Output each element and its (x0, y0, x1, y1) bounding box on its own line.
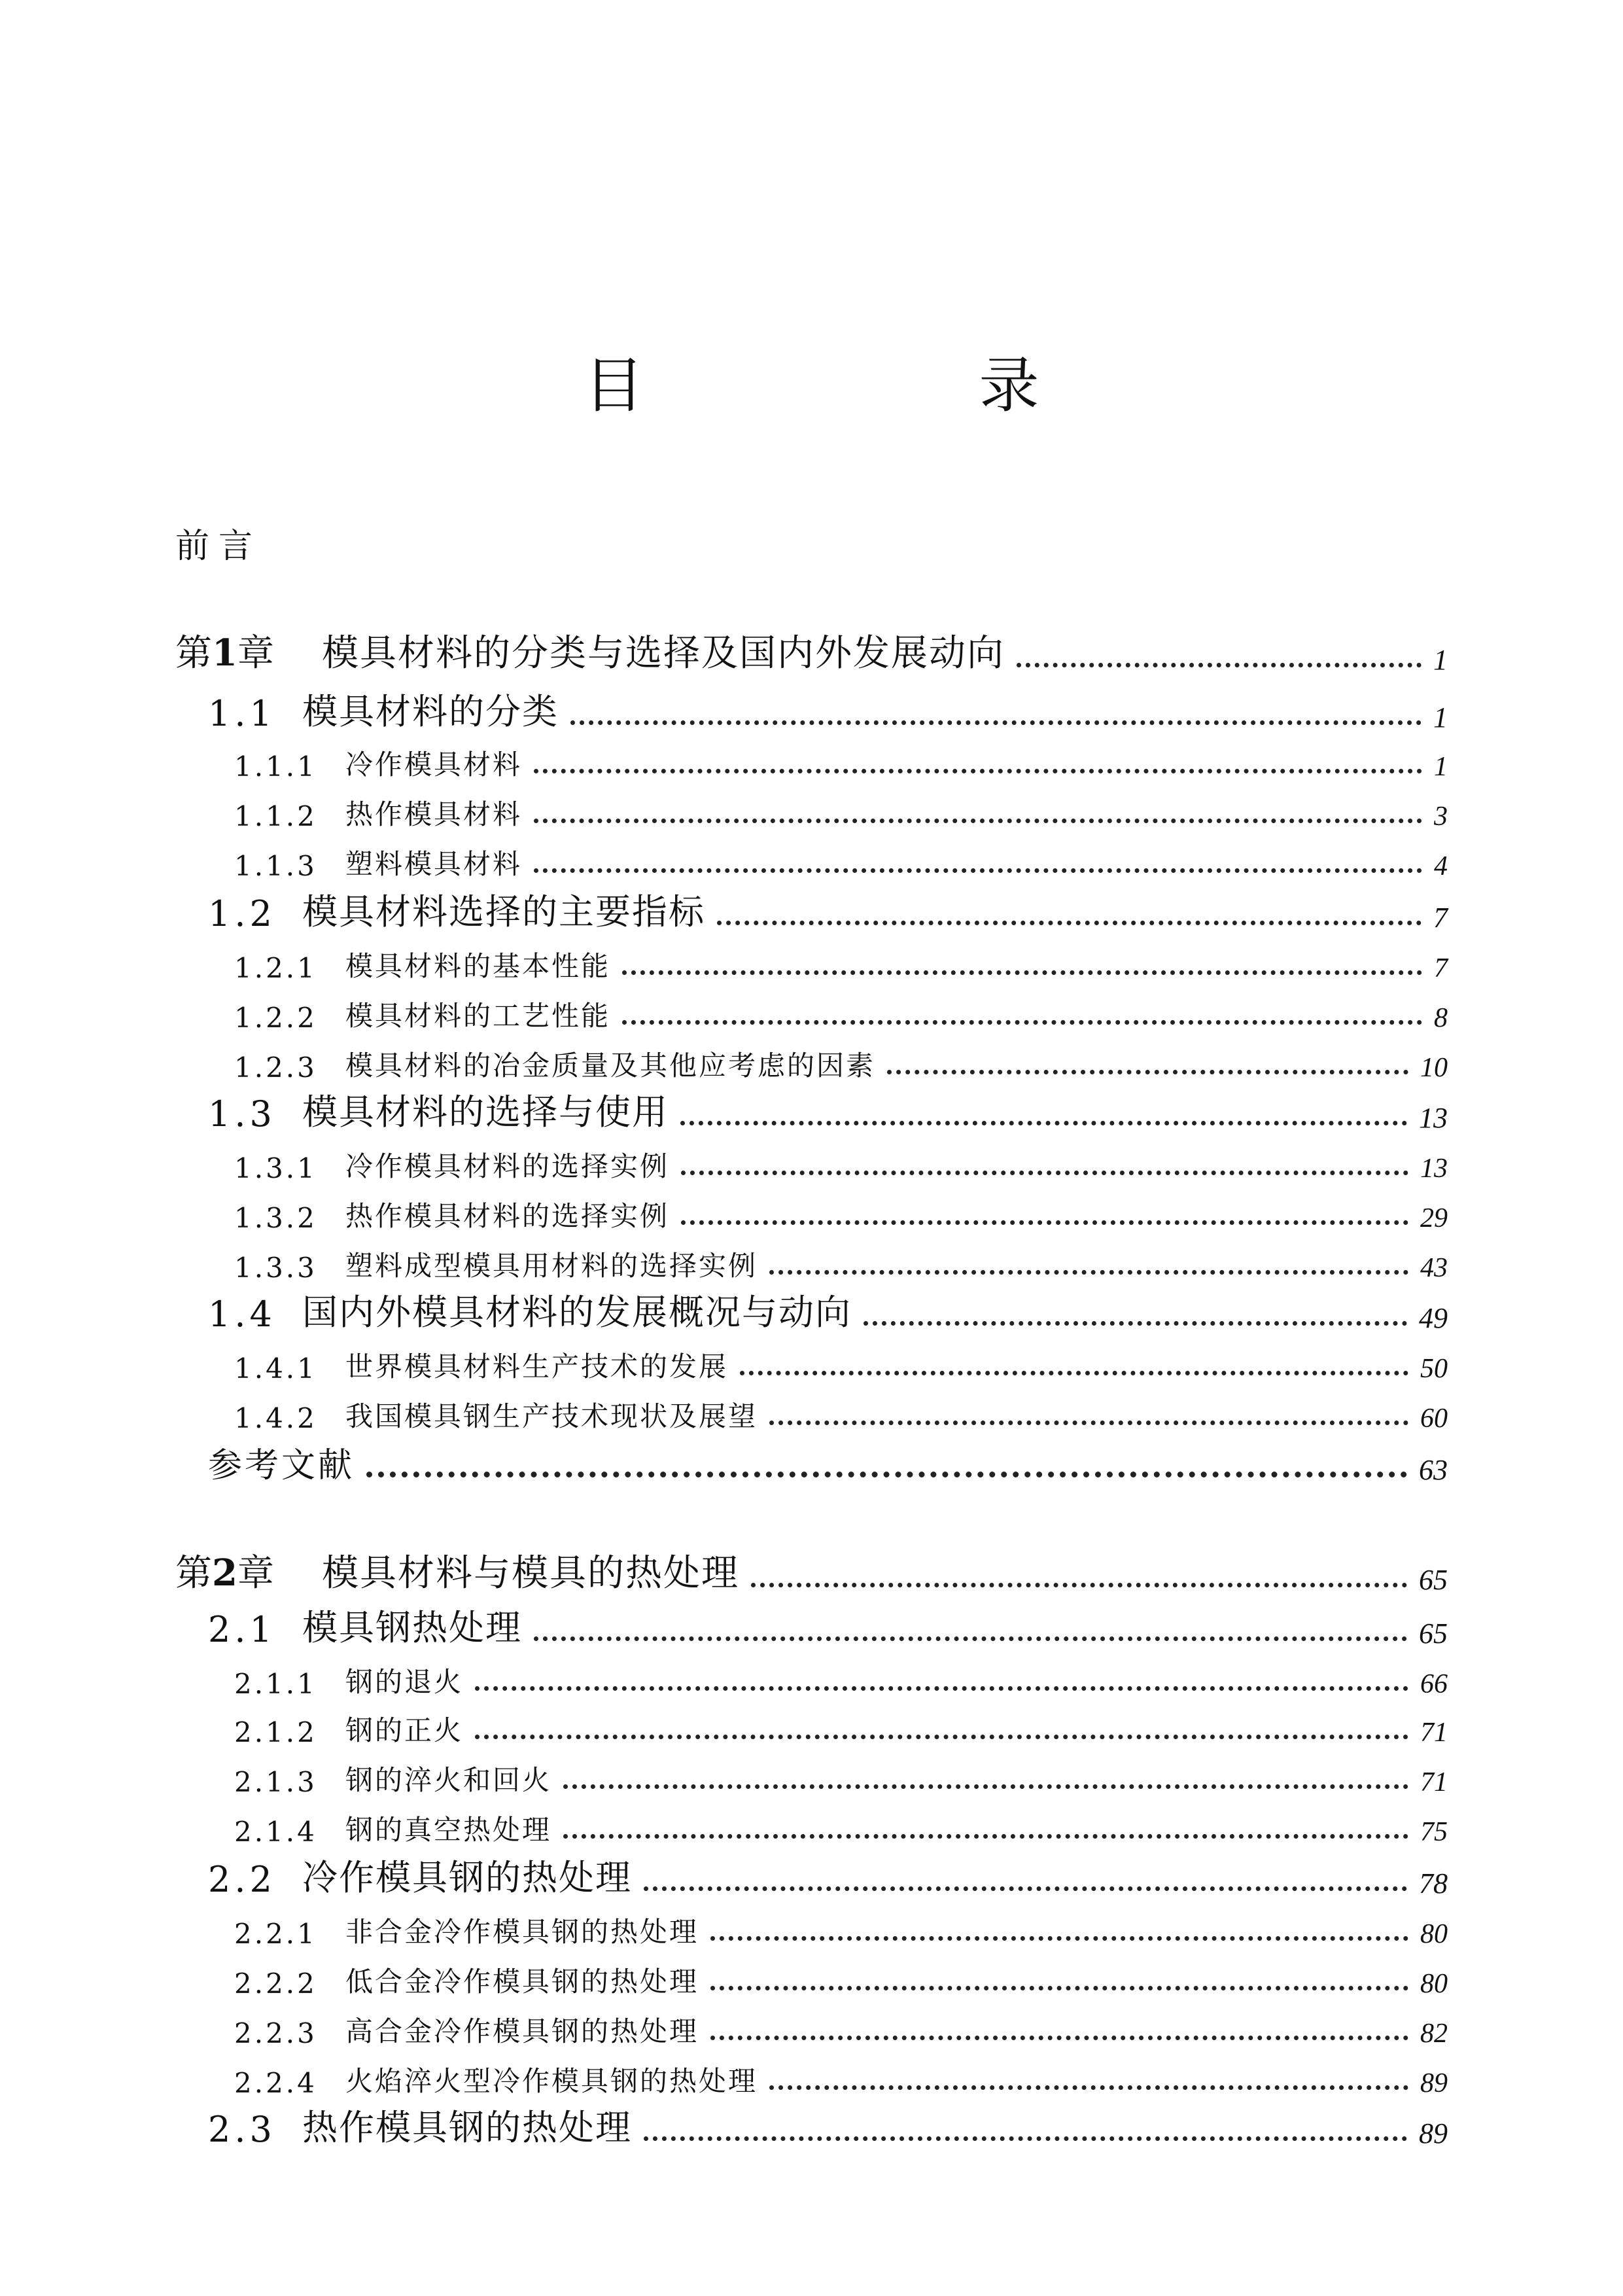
page-number: 7 (1434, 953, 1448, 983)
entry-title: 模具材料与模具的热处理 (322, 1552, 739, 1595)
toc-subsection-entry (0, 1237, 1623, 1289)
dot-leader (534, 769, 1422, 773)
entry-number: 2.1.1 (234, 1668, 317, 1700)
page-number: 66 (1420, 1669, 1448, 1699)
page-number: 65 (1419, 1564, 1448, 1596)
entry-number: 1.2.1 (234, 952, 317, 984)
page-number: 78 (1419, 1867, 1448, 1899)
toc-section-entry (0, 1087, 1623, 1140)
page-number: 43 (1420, 1253, 1448, 1283)
page-number: 60 (1420, 1404, 1448, 1434)
toc-subsection-entry (0, 987, 1623, 1039)
entry-number: 2.2.4 (234, 2067, 317, 2099)
entry-title: 模具材料的基本性能 (345, 950, 611, 982)
toc-section-entry (0, 687, 1623, 739)
entry-title: 热作模具材料 (345, 798, 523, 830)
entry-number: 1.4 (208, 1294, 276, 1335)
toc-subsection-entry (0, 1187, 1623, 1239)
entry-number: 2.1 (208, 1609, 276, 1650)
entry-number: 2.1.2 (234, 1716, 317, 1748)
entry-title: 冷作模具材料的选择实例 (345, 1150, 670, 1182)
dot-leader (563, 1784, 1408, 1789)
entry-number: 2.2 (208, 1859, 276, 1900)
dot-leader (887, 1070, 1408, 1074)
toc-subsection-entry (0, 1387, 1623, 1439)
entry-number: 1.3.2 (234, 1202, 317, 1234)
toc-section-entry (0, 1853, 1623, 1905)
dot-leader (864, 1321, 1407, 1326)
toc-subsection-entry (0, 785, 1623, 838)
toc-references-entry (0, 1439, 1623, 1492)
toc-subsection-entry (0, 2002, 1623, 2055)
page-number: 89 (1419, 2117, 1448, 2149)
toc-subsection-entry (0, 937, 1623, 989)
entry-title: 塑料成型模具用材料的选择实例 (345, 1250, 758, 1282)
dot-leader (475, 1735, 1408, 1739)
toc-subsection-entry (0, 1137, 1623, 1190)
page-number: 13 (1419, 1102, 1448, 1134)
entry-title: 模具材料的分类 (302, 691, 559, 732)
entry-number: 1.2 (208, 893, 276, 934)
entry-title: 模具材料的选择与使用 (302, 1091, 669, 1133)
dot-leader (681, 1171, 1408, 1175)
page-number: 1 (1434, 752, 1448, 782)
entry-title: 国内外模具材料的发展概况与动向 (302, 1292, 852, 1333)
dot-leader (475, 1686, 1408, 1691)
entry-title: 非合金冷作模具钢的热处理 (345, 1916, 699, 1948)
entry-number: 1.2.3 (234, 1051, 317, 1084)
entry-title: 模具材料选择的主要指标 (302, 891, 705, 932)
toc-subsection-entry (0, 2052, 1623, 2104)
entry-title: 钢的真空热处理 (345, 1814, 552, 1846)
toc-subsection-entry (0, 735, 1623, 788)
entry-number: 2.2.3 (234, 2017, 317, 2049)
dot-leader (534, 819, 1422, 823)
dot-leader (644, 1886, 1407, 1891)
dot-leader (570, 720, 1422, 725)
toc-subsection-entry (0, 1751, 1623, 1803)
dot-leader (534, 868, 1422, 873)
entry-number: 1.1.2 (234, 800, 317, 832)
toc-subsection-entry (0, 1036, 1623, 1089)
entry-number: 2.1.3 (234, 1766, 317, 1798)
page-number: 29 (1420, 1203, 1448, 1233)
entry-title: 模具材料的冶金质量及其他应考虑的因素 (345, 1050, 876, 1082)
toc-section-entry (0, 1603, 1623, 1655)
toc-subsection-entry (0, 1952, 1623, 2005)
entry-title: 模具材料的工艺性能 (345, 1000, 611, 1032)
page-title: 目 录 (584, 351, 1177, 421)
page-number: 1 (1433, 701, 1448, 733)
entry-title: 钢的退火 (345, 1666, 464, 1698)
toc-subsection-entry (0, 1701, 1623, 1754)
entry-number: 2.3 (208, 2109, 276, 2150)
page-number: 65 (1419, 1617, 1448, 1650)
entry-title: 我国模具钢生产技术现状及展望 (345, 1400, 758, 1432)
dot-leader (563, 1834, 1408, 1839)
page-number: 80 (1420, 1969, 1448, 1999)
entry-title: 参考文献 (208, 1446, 355, 1485)
dot-leader (644, 2136, 1407, 2141)
entry-number: 1.2.2 (234, 1002, 317, 1034)
page-number: 1 (1433, 644, 1448, 676)
chapter-number: 第2章 (175, 1551, 274, 1595)
dot-leader (681, 1220, 1408, 1225)
page-number: 82 (1420, 2019, 1448, 2049)
toc-chapter-entry (0, 1549, 1623, 1602)
entry-number: 1.3.3 (234, 1252, 317, 1284)
entry-title: 塑料模具材料 (345, 848, 523, 880)
page-number: 75 (1420, 1817, 1448, 1847)
toc-subsection-entry (0, 1801, 1623, 1853)
toc-subsection-entry (0, 835, 1623, 887)
page-number: 4 (1434, 851, 1448, 881)
entry-number: 1.1.3 (234, 850, 317, 882)
page-number: 8 (1434, 1003, 1448, 1033)
toc-subsection-entry (0, 1337, 1623, 1390)
page-number: 13 (1420, 1154, 1448, 1184)
entry-number: 1.1 (208, 693, 276, 734)
entry-number: 1.1.1 (234, 751, 317, 783)
toc-section-entry (0, 1288, 1623, 1340)
entry-title: 模具材料的分类与选择及国内外发展动向 (322, 632, 1005, 675)
dot-leader (710, 2036, 1408, 2040)
entry-number: 1.4.2 (234, 1402, 317, 1434)
dot-leader (769, 1421, 1408, 1425)
entry-title: 热作模具钢的热处理 (302, 2107, 632, 2148)
dot-leader (622, 970, 1422, 975)
toc-subsection-entry (0, 1653, 1623, 1705)
page-number: 49 (1419, 1302, 1448, 1334)
chapter-number: 第1章 (175, 631, 274, 675)
toc-section-entry (0, 887, 1623, 940)
toc-section-entry (0, 2103, 1623, 2155)
entry-number: 2.1.4 (234, 1816, 317, 1848)
dot-leader (717, 921, 1422, 925)
entry-title: 钢的正火 (345, 1714, 464, 1746)
toc-chapter-entry (0, 629, 1623, 682)
entry-number: 1.4.1 (234, 1352, 317, 1385)
dot-leader (366, 1472, 1407, 1477)
dot-leader (680, 1121, 1407, 1125)
dot-leader (534, 1636, 1407, 1641)
entry-title: 钢的淬火和回火 (345, 1764, 552, 1796)
dot-leader (751, 1583, 1407, 1587)
entry-title: 世界模具材料生产技术的发展 (345, 1351, 729, 1383)
page-number: 71 (1420, 1718, 1448, 1748)
dot-leader (769, 1270, 1408, 1275)
page-number: 89 (1420, 2068, 1448, 2098)
dot-leader (740, 1371, 1408, 1375)
preface-entry: 前言 (175, 527, 262, 566)
entry-title: 模具钢热处理 (302, 1607, 522, 1648)
entry-title: 冷作模具钢的热处理 (302, 1857, 632, 1898)
entry-number: 2.2.2 (234, 1968, 317, 2000)
dot-leader (710, 1986, 1408, 1990)
entry-number: 2.2.1 (234, 1918, 317, 1950)
page-number: 10 (1420, 1053, 1448, 1083)
entry-title: 热作模具材料的选择实例 (345, 1200, 670, 1232)
dot-leader (769, 2085, 1408, 2090)
dot-leader (710, 1936, 1408, 1941)
entry-title: 低合金冷作模具钢的热处理 (345, 1966, 699, 1998)
page-number: 7 (1433, 902, 1448, 934)
entry-title: 高合金冷作模具钢的热处理 (345, 2015, 699, 2047)
entry-number: 1.3.1 (234, 1152, 317, 1184)
toc-subsection-entry (0, 1903, 1623, 1955)
page-number: 71 (1420, 1767, 1448, 1797)
page-number: 50 (1420, 1354, 1448, 1384)
entry-title: 火焰淬火型冷作模具钢的热处理 (345, 2065, 758, 2097)
entry-title: 冷作模具材料 (345, 749, 523, 781)
page-number: 3 (1434, 802, 1448, 832)
dot-leader (622, 1020, 1422, 1025)
entry-number: 1.3 (208, 1093, 276, 1135)
dot-leader (1017, 663, 1422, 667)
page-number: 63 (1419, 1454, 1448, 1486)
page-number: 80 (1420, 1919, 1448, 1949)
